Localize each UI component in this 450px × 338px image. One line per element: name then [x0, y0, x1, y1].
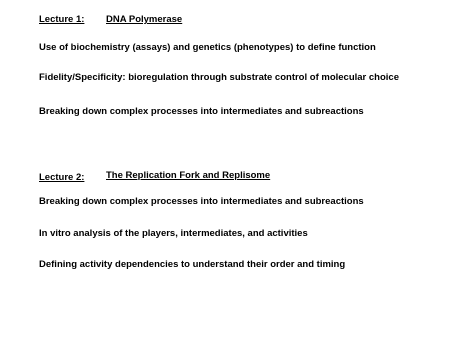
lecture-2-point: In vitro analysis of the players, intermediates, and activities — [39, 228, 308, 239]
lecture-2-label: Lecture 2: — [39, 172, 85, 183]
lecture-1-point: Use of biochemistry (assays) and genetics (phenotypes) to define function — [39, 42, 376, 53]
lecture-1-label: Lecture 1: — [39, 14, 85, 25]
lecture-1-title: DNA Polymerase — [106, 14, 183, 25]
lecture-1-point: Fidelity/Specificity: bioregulation through substrate control of molecular choice — [39, 72, 399, 83]
lecture-2-title: The Replication Fork and Replisome — [106, 170, 271, 181]
lecture-2-point: Breaking down complex processes into intermediates and subreactions — [39, 196, 364, 207]
lecture-2-point: Defining activity dependencies to understand their order and timing — [39, 259, 346, 270]
lecture-1-point: Breaking down complex processes into intermediates and subreactions — [39, 106, 364, 117]
